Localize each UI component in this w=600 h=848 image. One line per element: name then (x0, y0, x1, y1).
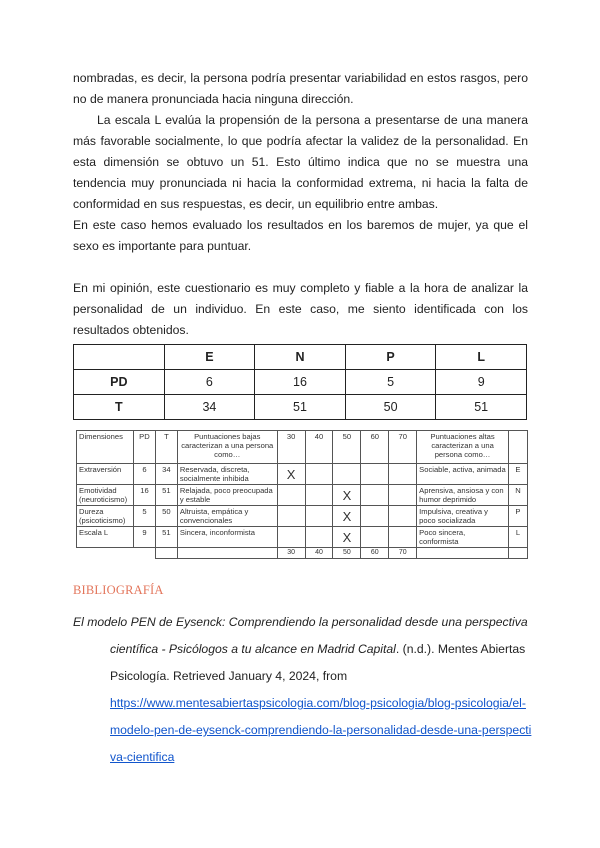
profile-table-body (77, 464, 528, 548)
profile-header-cell: 40 (305, 431, 333, 464)
profile-scale-cell (305, 485, 333, 506)
profile-scale-cell (333, 464, 361, 485)
profile-scale-cell (277, 506, 305, 527)
table-row-label: PD (74, 370, 165, 395)
profile-header-cell: Puntuaciones altas caracterizan a una persona como… (417, 431, 509, 464)
reference-title: científica - Psicólogos a tu alcance en Madrid Capital (110, 642, 396, 656)
paragraph-2 (73, 110, 528, 257)
profile-scale-cell (361, 506, 389, 527)
profile-low-description: Relajada, poco preocupada y estable (177, 485, 277, 506)
profile-code: P (508, 506, 527, 527)
reference-title: El modelo PEN de Eysenck: Comprendiendo la personalidad desde una perspectiva (73, 615, 528, 629)
profile-low-description: Reservada, discreta, socialmente inhibida (177, 464, 277, 485)
text-line: más favorable socialmente, lo que podría afectar la validez de la personalidad. En (73, 134, 528, 148)
reference-source: . (n.d.). Mentes Abiertas (395, 642, 526, 656)
profile-scale-cell (305, 506, 333, 527)
profile-scale-cell (305, 527, 333, 548)
text-line: no de manera pronunciada hacia ninguna dirección. (73, 92, 354, 106)
profile-low-description: Altruista, empática y convencionales (177, 506, 277, 527)
profile-footer-blank (77, 548, 134, 559)
table-header-cell: P (345, 345, 436, 370)
profile-row (77, 506, 528, 527)
profile-row (77, 485, 528, 506)
table-row (74, 370, 527, 395)
profile-footer-blank (155, 548, 177, 559)
profile-scale-cell (361, 485, 389, 506)
reference-link-line (73, 744, 533, 771)
profile-scale-cell (361, 464, 389, 485)
profile-t: 51 (155, 485, 177, 506)
profile-scale-cell (361, 527, 389, 548)
profile-scale-cell (389, 485, 417, 506)
table-cell: 51 (436, 395, 527, 420)
paragraph-3 (73, 278, 528, 341)
profile-scale-cell (277, 485, 305, 506)
bibliography-heading: BIBLIOGRAFÍA (73, 583, 164, 597)
profile-code: E (508, 464, 527, 485)
table-cell: 6 (164, 370, 255, 395)
profile-footer-cell: 40 (305, 548, 333, 559)
profile-code: L (508, 527, 527, 548)
table-header-cell (74, 345, 165, 370)
profile-t: 34 (155, 464, 177, 485)
profile-header-cell: 60 (361, 431, 389, 464)
profile-high-description: Aprensiva, ansiosa y con humor deprimido (417, 485, 509, 506)
profile-mark: X (333, 527, 361, 548)
table-cell: 5 (345, 370, 436, 395)
table-header-cell: N (255, 345, 346, 370)
text-line: sexo es importante para puntuar. (73, 239, 252, 253)
profile-scale-cell (305, 464, 333, 485)
text-line: conformidad en sus respuestas, es decir, un equilibrio entre ambas. (73, 197, 439, 211)
text-line: personalidad de un individuo. En este caso, me siento identificada con los (73, 302, 528, 316)
profile-header-cell: T (155, 431, 177, 464)
text-line: La escala L evalúa la propensión de la persona a presentarse de una manera (97, 113, 528, 127)
reference-link[interactable]: modelo-pen-de-eysenck-comprendiendo-la-personalidad-desde-una-perspecti (110, 723, 532, 737)
paragraph-1 (73, 68, 528, 110)
reference-line (73, 609, 533, 636)
results-table (73, 344, 527, 420)
table-cell: 16 (255, 370, 346, 395)
profile-mark: X (333, 485, 361, 506)
table-row-label: T (74, 395, 165, 420)
table-row (74, 395, 527, 420)
profile-mark: X (277, 464, 305, 485)
reference-link[interactable]: https://www.mentesabiertaspsicologia.com/blog-psicologia/blog-psicologia/el- (110, 696, 526, 710)
profile-mark: X (333, 506, 361, 527)
profile-high-description: Poco sincera, conformista (417, 527, 509, 548)
profile-pd: 16 (133, 485, 155, 506)
table-header-row (74, 345, 527, 370)
table-cell: 50 (345, 395, 436, 420)
profile-header-cell: Puntuaciones bajas caracterizan a una persona como… (177, 431, 277, 464)
table-header-cell: L (436, 345, 527, 370)
profile-dimension: Dureza (psicoticismo) (77, 506, 134, 527)
profile-high-description: Sociable, activa, animada (417, 464, 509, 485)
profile-footer-cell: 70 (389, 548, 417, 559)
text-line: En este caso hemos evaluado los resultados en los baremos de mujer, ya que el (73, 218, 528, 232)
reference-link-line (73, 690, 533, 717)
table-header-cell: E (164, 345, 255, 370)
profile-footer-blank (133, 548, 155, 559)
profile-table-image (76, 430, 528, 559)
reference-line (73, 636, 533, 663)
profile-scale-cell (389, 464, 417, 485)
reference-line: Psicología. Retrieved January 4, 2024, from (110, 669, 348, 683)
profile-header-cell: Dimensiones (77, 431, 134, 464)
profile-pd: 9 (133, 527, 155, 548)
profile-row (77, 527, 528, 548)
profile-header-row (77, 431, 528, 464)
profile-header-cell (508, 431, 527, 464)
text-line: nombradas, es decir, la persona podría presentar variabilidad en estos rasgos, pero (73, 71, 528, 85)
table-cell: 9 (436, 370, 527, 395)
profile-dimension: Escala L (77, 527, 134, 548)
profile-scale-cell (389, 506, 417, 527)
profile-footer-cell: 60 (361, 548, 389, 559)
profile-scale-cell (389, 527, 417, 548)
reference-link[interactable]: va-cientifica (110, 750, 175, 764)
profile-footer-row (77, 548, 528, 559)
text-line: En mi opinión, este cuestionario es muy completo y fiable a la hora de analizar la (73, 281, 528, 295)
profile-low-description: Sincera, inconformista (177, 527, 277, 548)
profile-footer-cell: 50 (333, 548, 361, 559)
profile-pd: 6 (133, 464, 155, 485)
profile-t: 50 (155, 506, 177, 527)
text-line: resultados obtenidos. (73, 323, 189, 337)
profile-code: N (508, 485, 527, 506)
text-line: esta dimensión se obtuvo un 51. Esto último indica que no se muestra una (73, 155, 528, 169)
bibliography-reference (73, 609, 533, 771)
reference-link-line (73, 717, 533, 744)
profile-header-cell: 30 (277, 431, 305, 464)
profile-row (77, 464, 528, 485)
profile-footer-blank (177, 548, 277, 559)
profile-header-cell: 70 (389, 431, 417, 464)
profile-t: 51 (155, 527, 177, 548)
profile-header-cell: 50 (333, 431, 361, 464)
profile-footer-blank (417, 548, 509, 559)
profile-pd: 5 (133, 506, 155, 527)
profile-dimension: Extraversión (77, 464, 134, 485)
profile-header-cell: PD (133, 431, 155, 464)
profile-footer-blank (508, 548, 527, 559)
profile-footer-cell: 30 (277, 548, 305, 559)
profile-dimension: Emotividad (neuroticismo) (77, 485, 134, 506)
table-cell: 51 (255, 395, 346, 420)
profile-scale-cell (277, 527, 305, 548)
profile-high-description: Impulsiva, creativa y poco socializada (417, 506, 509, 527)
text-line: tendencia muy pronunciada ni hacia la conformidad extrema, ni hacia la falta de (73, 176, 528, 190)
table-cell: 34 (164, 395, 255, 420)
